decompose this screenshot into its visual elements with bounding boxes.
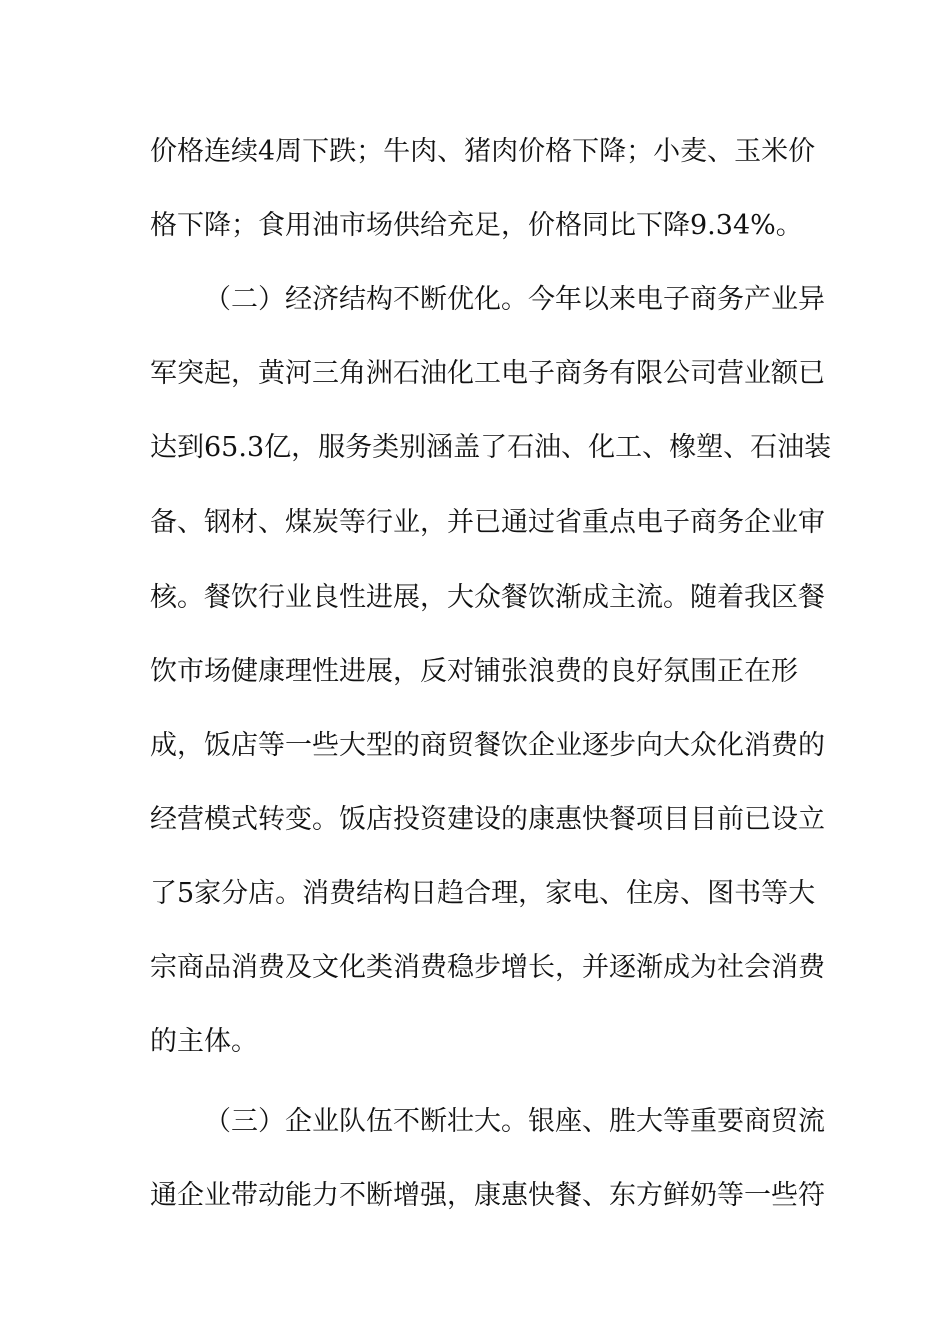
text-line: 通企业带动能力不断增强，康惠快餐、东方鲜奶等一些符 [150,1180,825,1211]
text-line: 军突起，黄河三角洲石油化工电子商务有限公司营业额已 [150,358,825,389]
text-line: 成，饭店等一些大型的商贸餐饮企业逐步向大众化消费的 [150,730,825,761]
text-line: 备、钢材、煤炭等行业，并已通过省重点电子商务企业审 [150,507,825,538]
paragraph-heading-line: （三）企业队伍不断壮大。银座、胜大等重要商贸流 [204,1106,825,1137]
text-line: 的主体。 [150,1026,258,1057]
text-line: 核。餐饮行业良性进展，大众餐饮渐成主流。随着我区餐 [150,582,825,613]
text-line: 价格连续4周下跌；牛肉、猪肉价格下降；小麦、玉米价 [150,136,816,167]
text-line: 达到65.3亿，服务类别涵盖了石油、化工、橡塑、石油装 [150,432,832,463]
paragraph-heading-line: （二）经济结构不断优化。今年以来电子商务产业异 [204,284,825,315]
text-line: 格下降；食用油市场供给充足，价格同比下降9.34%。 [150,210,803,241]
text-line: 饮市场健康理性进展，反对铺张浪费的良好氛围正在形 [150,656,798,687]
text-line: 了5家分店。消费结构日趋合理，家电、住房、图书等大 [150,878,816,909]
text-line: 经营模式转变。饭店投资建设的康惠快餐项目目前已设立 [150,804,825,835]
text-line: 宗商品消费及文化类消费稳步增长，并逐渐成为社会消费 [150,952,825,983]
